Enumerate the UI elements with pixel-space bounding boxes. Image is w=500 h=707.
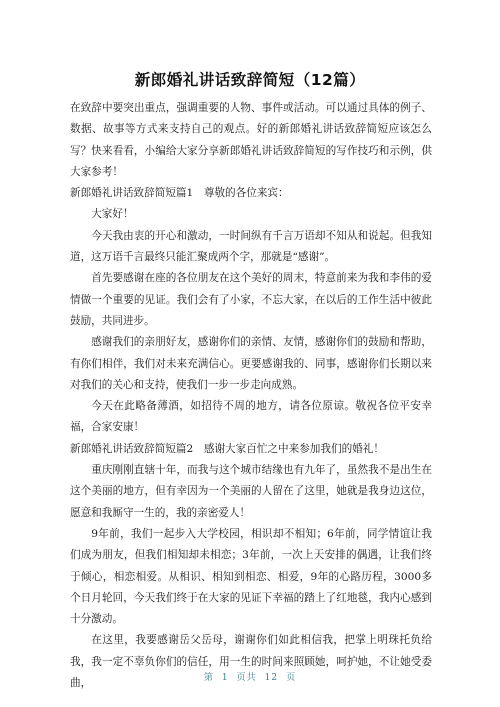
paragraph: 新郎婚礼讲话致辞简短篇1 尊敬的各位来宾：: [70, 187, 289, 200]
paragraph: 今天我由衷的开心和激动，一时间纵有千言万语却不知从和说起。但我知道，这万语千言最终只能汇聚成两个字，那就是“感谢”。: [70, 229, 432, 264]
paragraph: 首先要感谢在座的各位朋友在这个美好的周末，特意前来为我和李伟的爱情做一个重要的见证。我们会有了小家，不忘大家，在以后的工作生活中彼此鼓励，共同进步。: [70, 272, 432, 327]
paragraph: 9年前，我们一起步入大学校园，相识却不相知；6年前，同学情谊让我们成为朋友，但我们相知却未相恋；3年前，一次上天安排的偶遇，让我们终于倾心，相恋相爱。从相识、相知到相恋、相爱，9年的心路历程，3000多个日月轮回，今天我们终于在大家的见证下幸福的踏上了红地毯，我内心感到十分激动。: [70, 527, 432, 626]
document-title: 新郎婚礼讲话致辞简短（12篇）: [134, 71, 366, 89]
paragraph: 在致辞中要突出重点，强调重要的人物、事件或活动。可以通过具体的例子、数据、故事等方式来支持自己的观点。好的新郎婚礼讲话致辞简短应该怎么写？快来看看，小编给大家分享新郎婚礼讲话致辞简短的写作技巧和示例，供大家参考！: [70, 102, 432, 178]
footer-current-page: 1: [221, 673, 229, 683]
page-footer: [0, 670, 500, 683]
paragraph: 感谢我们的亲朋好友，感谢你们的亲情、友情，感谢你们的鼓励和帮助，有你们相伴，我们对未来充满信心。更要感谢我的、同事，感谢你们长期以来对我们的关心和支持，使我们一步一步走向成熟。: [70, 336, 432, 391]
document-body: [70, 98, 432, 694]
footer-total-pages: 12: [264, 673, 279, 683]
paragraph: 新郎婚礼讲话致辞简短篇2 感谢大家百忙之中来参加我们的婚礼！: [70, 442, 384, 455]
footer-unit-label: 页共: [236, 673, 257, 683]
footer-page-label: 第: [203, 673, 214, 683]
paragraph: 今天在此略备薄酒，如招待不周的地方，请各位原谅。敬祝各位平安幸福，合家安康！: [70, 400, 432, 434]
footer-end-label: 页: [286, 673, 297, 683]
paragraph: 在这里，我要感谢岳父岳母，谢谢你们如此相信我，把掌上明珠托负给我，我一定不辜负你们的信任，用一生的时间来照顾她，呵护她，不让她受委曲，: [70, 634, 432, 690]
paragraph: 重庆刚刚直辖十年，而我与这个城市结缘也有九年了，虽然我不是出生在这个美丽的地方，但有幸因为一个美丽的人留在了这里，她就是我身边这位，愿意和我厮守一生的，我的亲密爱人！: [70, 464, 432, 519]
paragraph: 大家好！: [91, 208, 134, 221]
